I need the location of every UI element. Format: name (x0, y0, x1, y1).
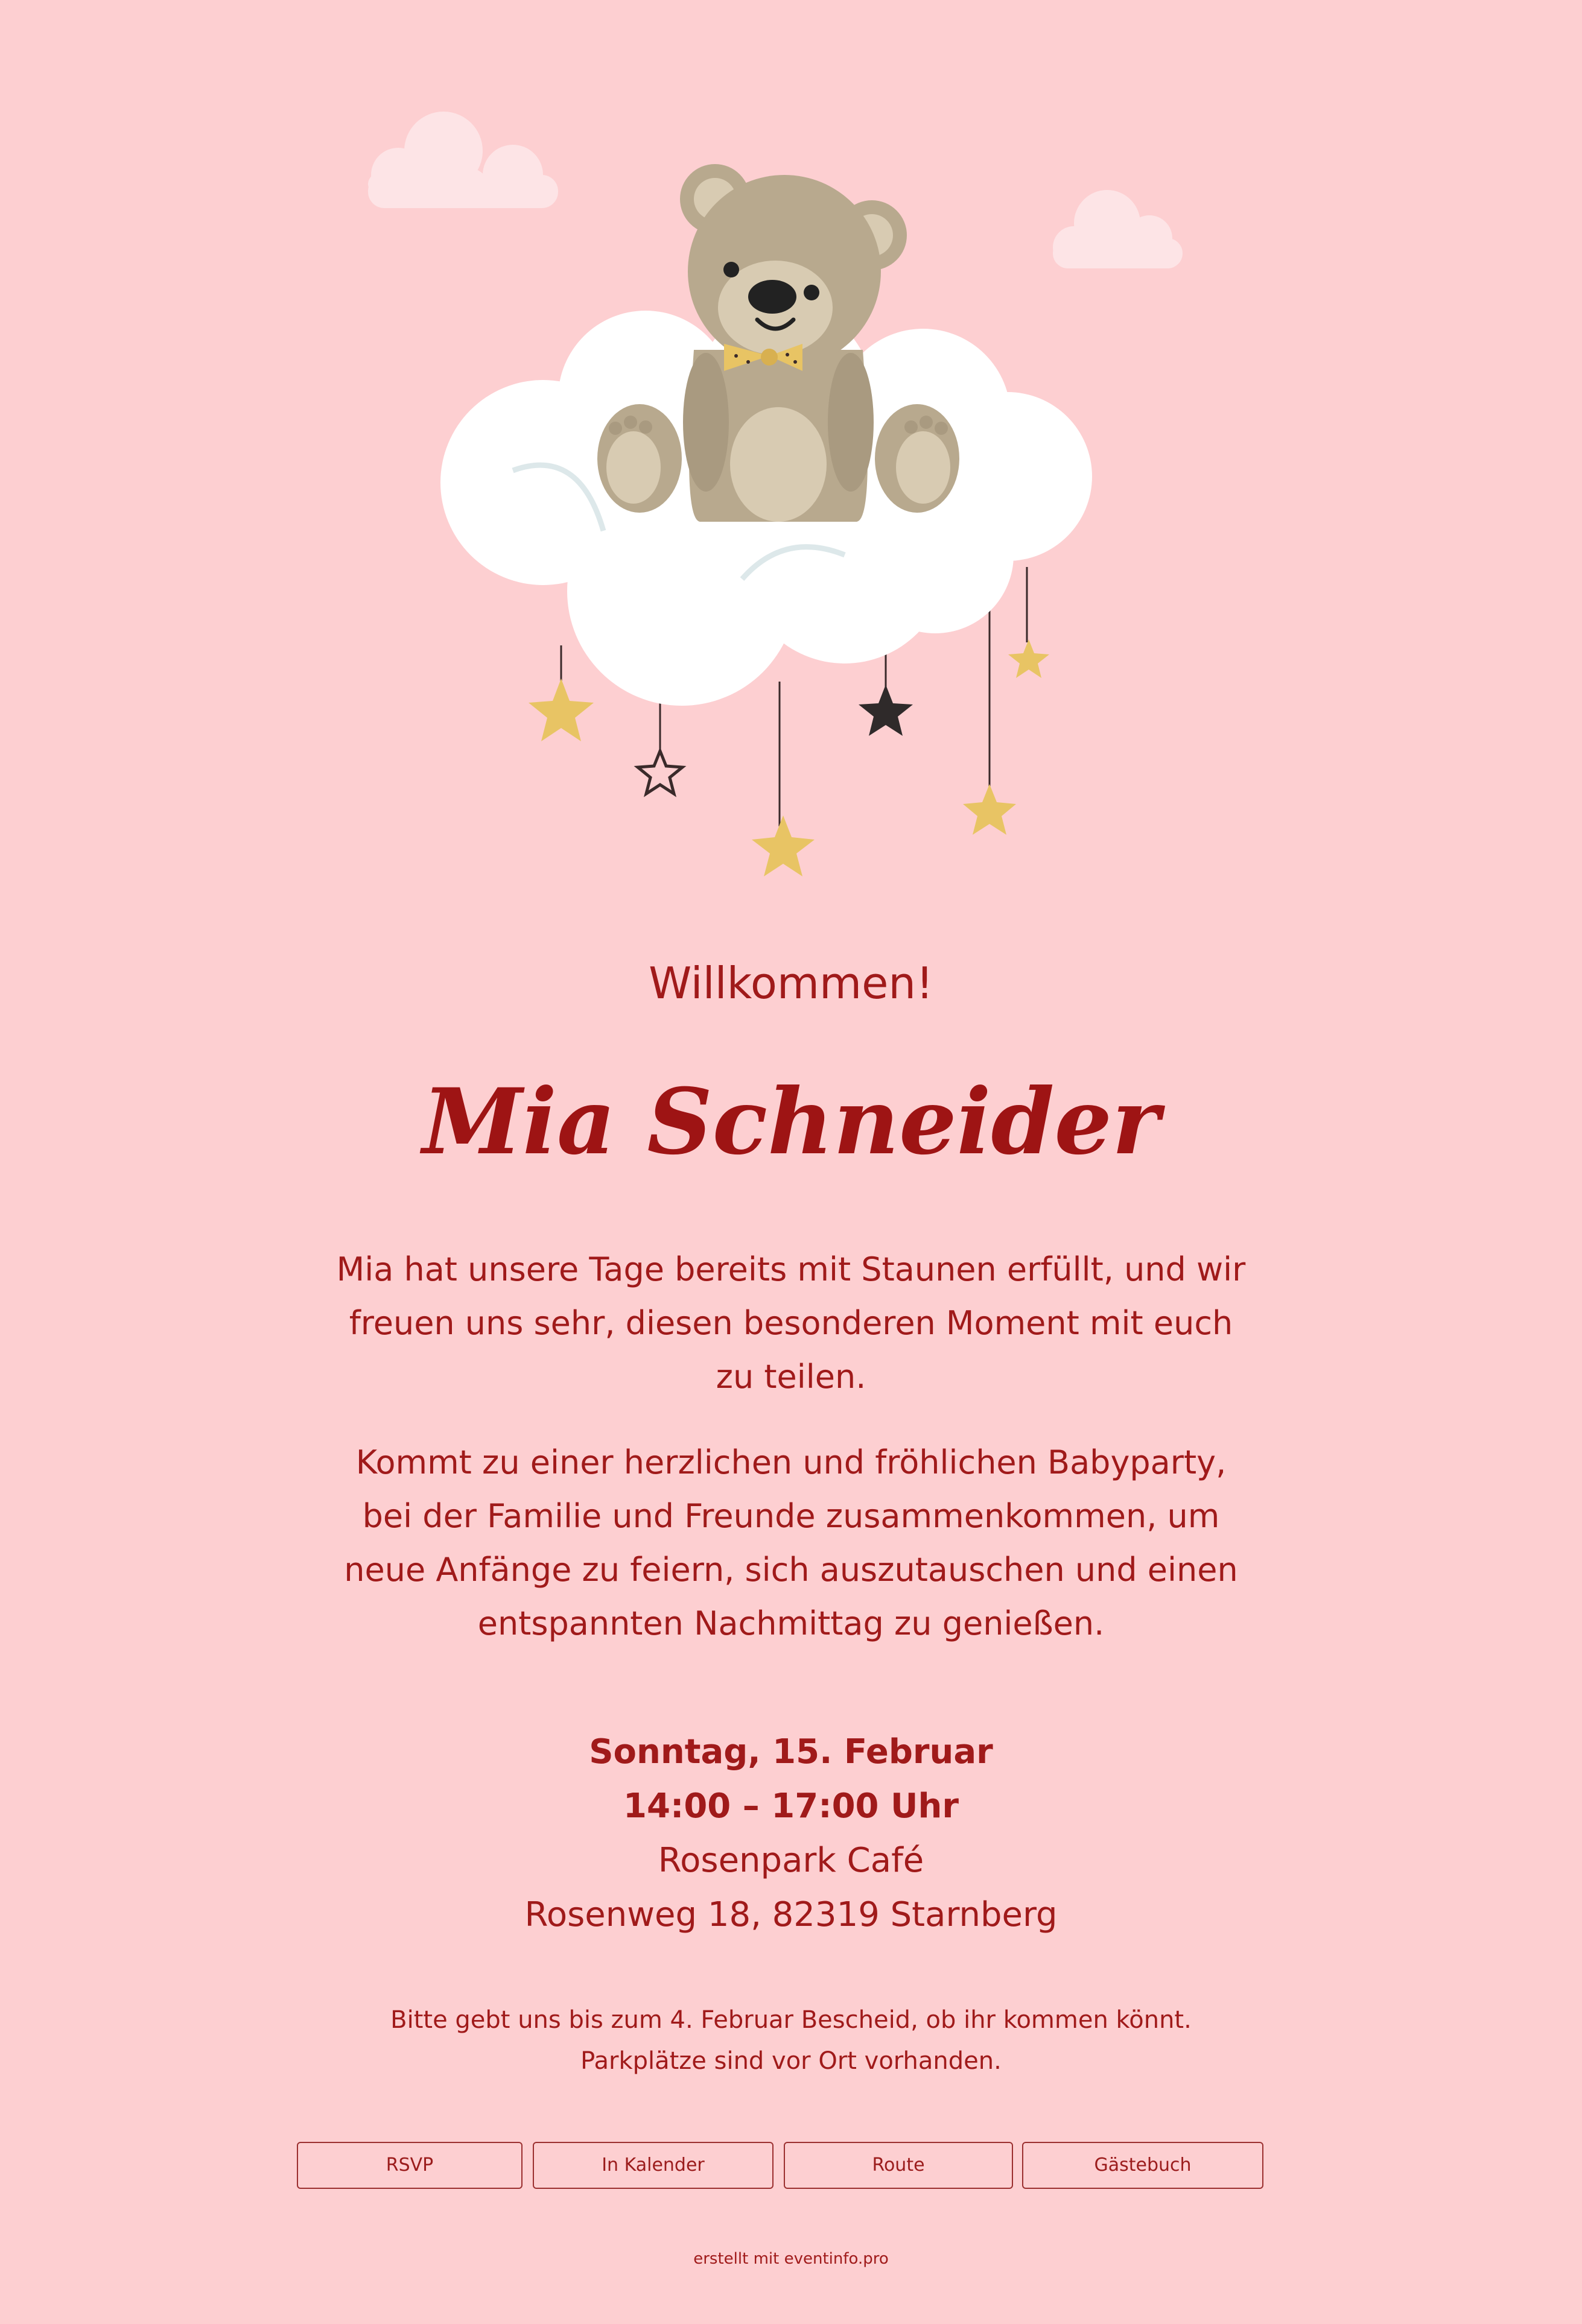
welcome-heading: Willkommen! (649, 958, 933, 1008)
action-buttons (297, 2142, 1263, 2191)
event-details (0, 1725, 1582, 1942)
star-dark-icon (859, 685, 913, 736)
guestbook-button[interactable]: Gästebuch (1022, 2142, 1263, 2189)
small-cloud-right-icon (1053, 190, 1183, 268)
small-cloud-left-icon (368, 112, 558, 208)
invitation-paragraph: Kommt zu einer herzlichen und fröhlichen Babyparty, bei der Familie und Freunde zusammenkommen, um neue Anfänge zu feiern, sich auszutauschen und einen entspannten Nachmittag zu genießen. (344, 1443, 1238, 1642)
parking-note-line: Parkplätze sind vor Ort vorhanden. (580, 2047, 1002, 2075)
star-outline-icon (638, 751, 682, 794)
star-icon (963, 784, 1016, 835)
add-to-calendar-button[interactable]: In Kalender (533, 2142, 774, 2189)
baby-name-title: Mia Schneider (422, 1069, 1160, 1175)
teddy-cloud-illustration (338, 84, 1243, 905)
footer-credit[interactable]: erstellt mit eventinfo.pro (693, 2250, 889, 2268)
rsvp-button[interactable]: RSVP (297, 2142, 523, 2189)
star-icon (529, 679, 594, 741)
event-time: 14:00 – 17:00 Uhr (623, 1787, 959, 1826)
route-button[interactable]: Route (784, 2142, 1013, 2189)
star-icon (1008, 639, 1049, 678)
event-venue: Rosenpark Café (658, 1841, 924, 1880)
rsvp-note (0, 1999, 1582, 2082)
event-date: Sonntag, 15. Februar (589, 1732, 993, 1771)
rsvp-note-line: Bitte gebt uns bis zum 4. Februar Bescheid, ob ihr kommen könnt. (390, 2006, 1192, 2034)
event-address: Rosenweg 18, 82319 Starnberg (524, 1895, 1058, 1934)
intro-paragraph: Mia hat unsere Tage bereits mit Staunen erfüllt, und wir freuen uns sehr, diesen besonderen Moment mit euch zu teilen. (336, 1250, 1246, 1396)
star-icon (752, 815, 815, 876)
